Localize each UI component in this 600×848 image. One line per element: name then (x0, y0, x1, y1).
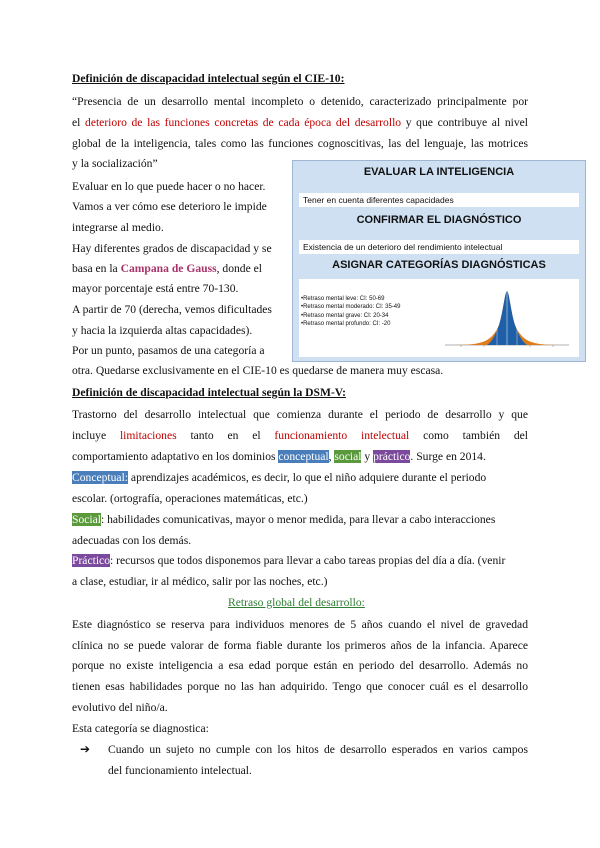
conceptual-line: Conceptual: aprendizajes académicos, es decir, lo que el niño adquiere durante el periodo (72, 471, 487, 484)
dsm-definition-line: incluye limitaciones tanto en el funcionamiento intelectual como también del (72, 429, 529, 442)
legend-item: •Retraso mental leve: CI: 50-69 (301, 296, 385, 302)
legend-item: •Retraso mental profundo: CI: -20 (301, 321, 391, 328)
paragraph-line: mayor porcentaje está entre 70-130. (72, 282, 239, 295)
practico-highlight: práctico (373, 450, 411, 463)
paragraph-line: basa en la Campana de Gauss, donde el (72, 262, 263, 275)
arrow-right-icon: ➔ (80, 742, 91, 756)
dsm-heading: Definición de discapacidad intelectual según la DSM-V: (72, 386, 346, 399)
retraso-line: Este diagnóstico se reserva para individuos menores de 5 años cuando el nivel de gravedad (72, 618, 528, 631)
social-line: Social: habilidades comunicativas, mayor o menor medida, para llevar a cabo interacciones (72, 513, 496, 526)
social-highlight: social (334, 450, 362, 463)
paragraph-line: A partir de 70 (derecha, vemos dificultades (72, 303, 272, 316)
cie10-definition-line: y la socialización” (72, 157, 158, 170)
legend-item: •Retraso mental moderado: CI: 35-49 (301, 304, 401, 311)
diagnostic-steps-figure (292, 160, 586, 362)
paragraph-line: Evaluar en lo que puede hacer o no hacer. (72, 180, 266, 193)
cie10-definition-line: el deterioro de las funciones concretas de cada época del desarrollo y que contribuye al nivel (72, 116, 528, 129)
paragraph-line: otra. Quedarse exclusivamente en el CIE-10 es quedarse de manera muy escasa. (72, 364, 444, 377)
conceptual-label: Conceptual: (72, 471, 129, 484)
conceptual-line: escolar. (ortografía, operaciones matemáticas, etc.) (72, 492, 308, 505)
retraso-line: Esta categoría se diagnostica: (72, 722, 209, 735)
bullet-line: Cuando un sujeto no cumple con los hitos de desarrollo esperados en varios campos (108, 743, 528, 756)
figure-step-confirmar-detail: Existencia de un deterioro del rendimiento intelectual (299, 240, 579, 254)
highlight-red-text: limitaciones (119, 429, 177, 442)
gauss-bell-term: Campana de Gauss (120, 262, 217, 275)
cie10-heading: Definición de discapacidad intelectual según el CIE-10: (72, 72, 345, 85)
paragraph-line: integrarse al medio. (72, 221, 164, 234)
figure-step-evaluar-detail: Tener en cuenta diferentes capacidades (299, 193, 579, 207)
gauss-bell-curve-image (441, 285, 573, 351)
conceptual-highlight: conceptual (278, 450, 329, 463)
bullet-line: del funcionamiento intelectual. (108, 764, 252, 777)
figure-step-asignar: ASIGNAR CATEGORÍAS DIAGNÓSTICAS (332, 259, 546, 271)
practico-line: a clase, estudiar, ir al médico, salir por las noches, etc.) (72, 575, 328, 588)
figure-legend (301, 295, 400, 329)
retraso-global-title: Retraso global del desarrollo: (228, 596, 365, 609)
figure-step-confirmar: CONFIRMAR EL DIAGNÓSTICO (356, 214, 522, 226)
paragraph-line: Por un punto, pasamos de una categoría a (72, 344, 265, 357)
practico-line: Práctico: recursos que todos disponemos para llevar a cabo tareas propias del día a día. (venir (72, 554, 506, 567)
retraso-line: clínica no se puede valorar de forma fiable durante los primeros años de la infancia. Aparece (72, 639, 528, 652)
paragraph-line: Vamos a ver cómo ese deterioro le impide (72, 200, 267, 213)
cie10-definition-line: “Presencia de un desarrollo mental incompleto o detenido, caracterizado principalmente por (72, 95, 528, 108)
highlight-red-text: funcionamiento intelectual (274, 429, 410, 442)
social-line: adecuadas con los demás. (72, 534, 192, 547)
cie10-definition-line: global de la inteligencia, tales como las funciones cognoscitivas, las del lenguaje, las motrices (72, 137, 528, 150)
social-label: Social (72, 513, 101, 526)
retraso-line: tienen esas habilidades porque no las han adquirido. Tengo que conocer cuál es el desarrollo (72, 680, 528, 693)
paragraph-line: Hay diferentes grados de discapacidad y se (72, 242, 272, 255)
figure-step-evaluar: EVALUAR LA INTELIGENCIA (363, 166, 515, 178)
dsm-definition-line: comportamiento adaptativo en los dominios conceptual, social y práctico. Surge en 2014. (72, 450, 486, 463)
paragraph-line: y hacia la izquierda altas capacidades). (72, 324, 253, 337)
retraso-line: evolutivo del niño/a. (72, 701, 168, 714)
highlight-red-text: deterioro de las funciones concretas de cada época del desarrollo (85, 116, 402, 129)
dsm-definition-line: Trastorno del desarrollo intelectual que comienza durante el periodo de desarrollo y que (72, 408, 528, 421)
practico-label: Práctico (72, 554, 110, 567)
retraso-line: porque no existe inteligencia a esa edad porque están en periodo del desarrollo. Además no (72, 659, 528, 672)
legend-item: •Retraso mental grave: CI: 20-34 (301, 312, 389, 319)
